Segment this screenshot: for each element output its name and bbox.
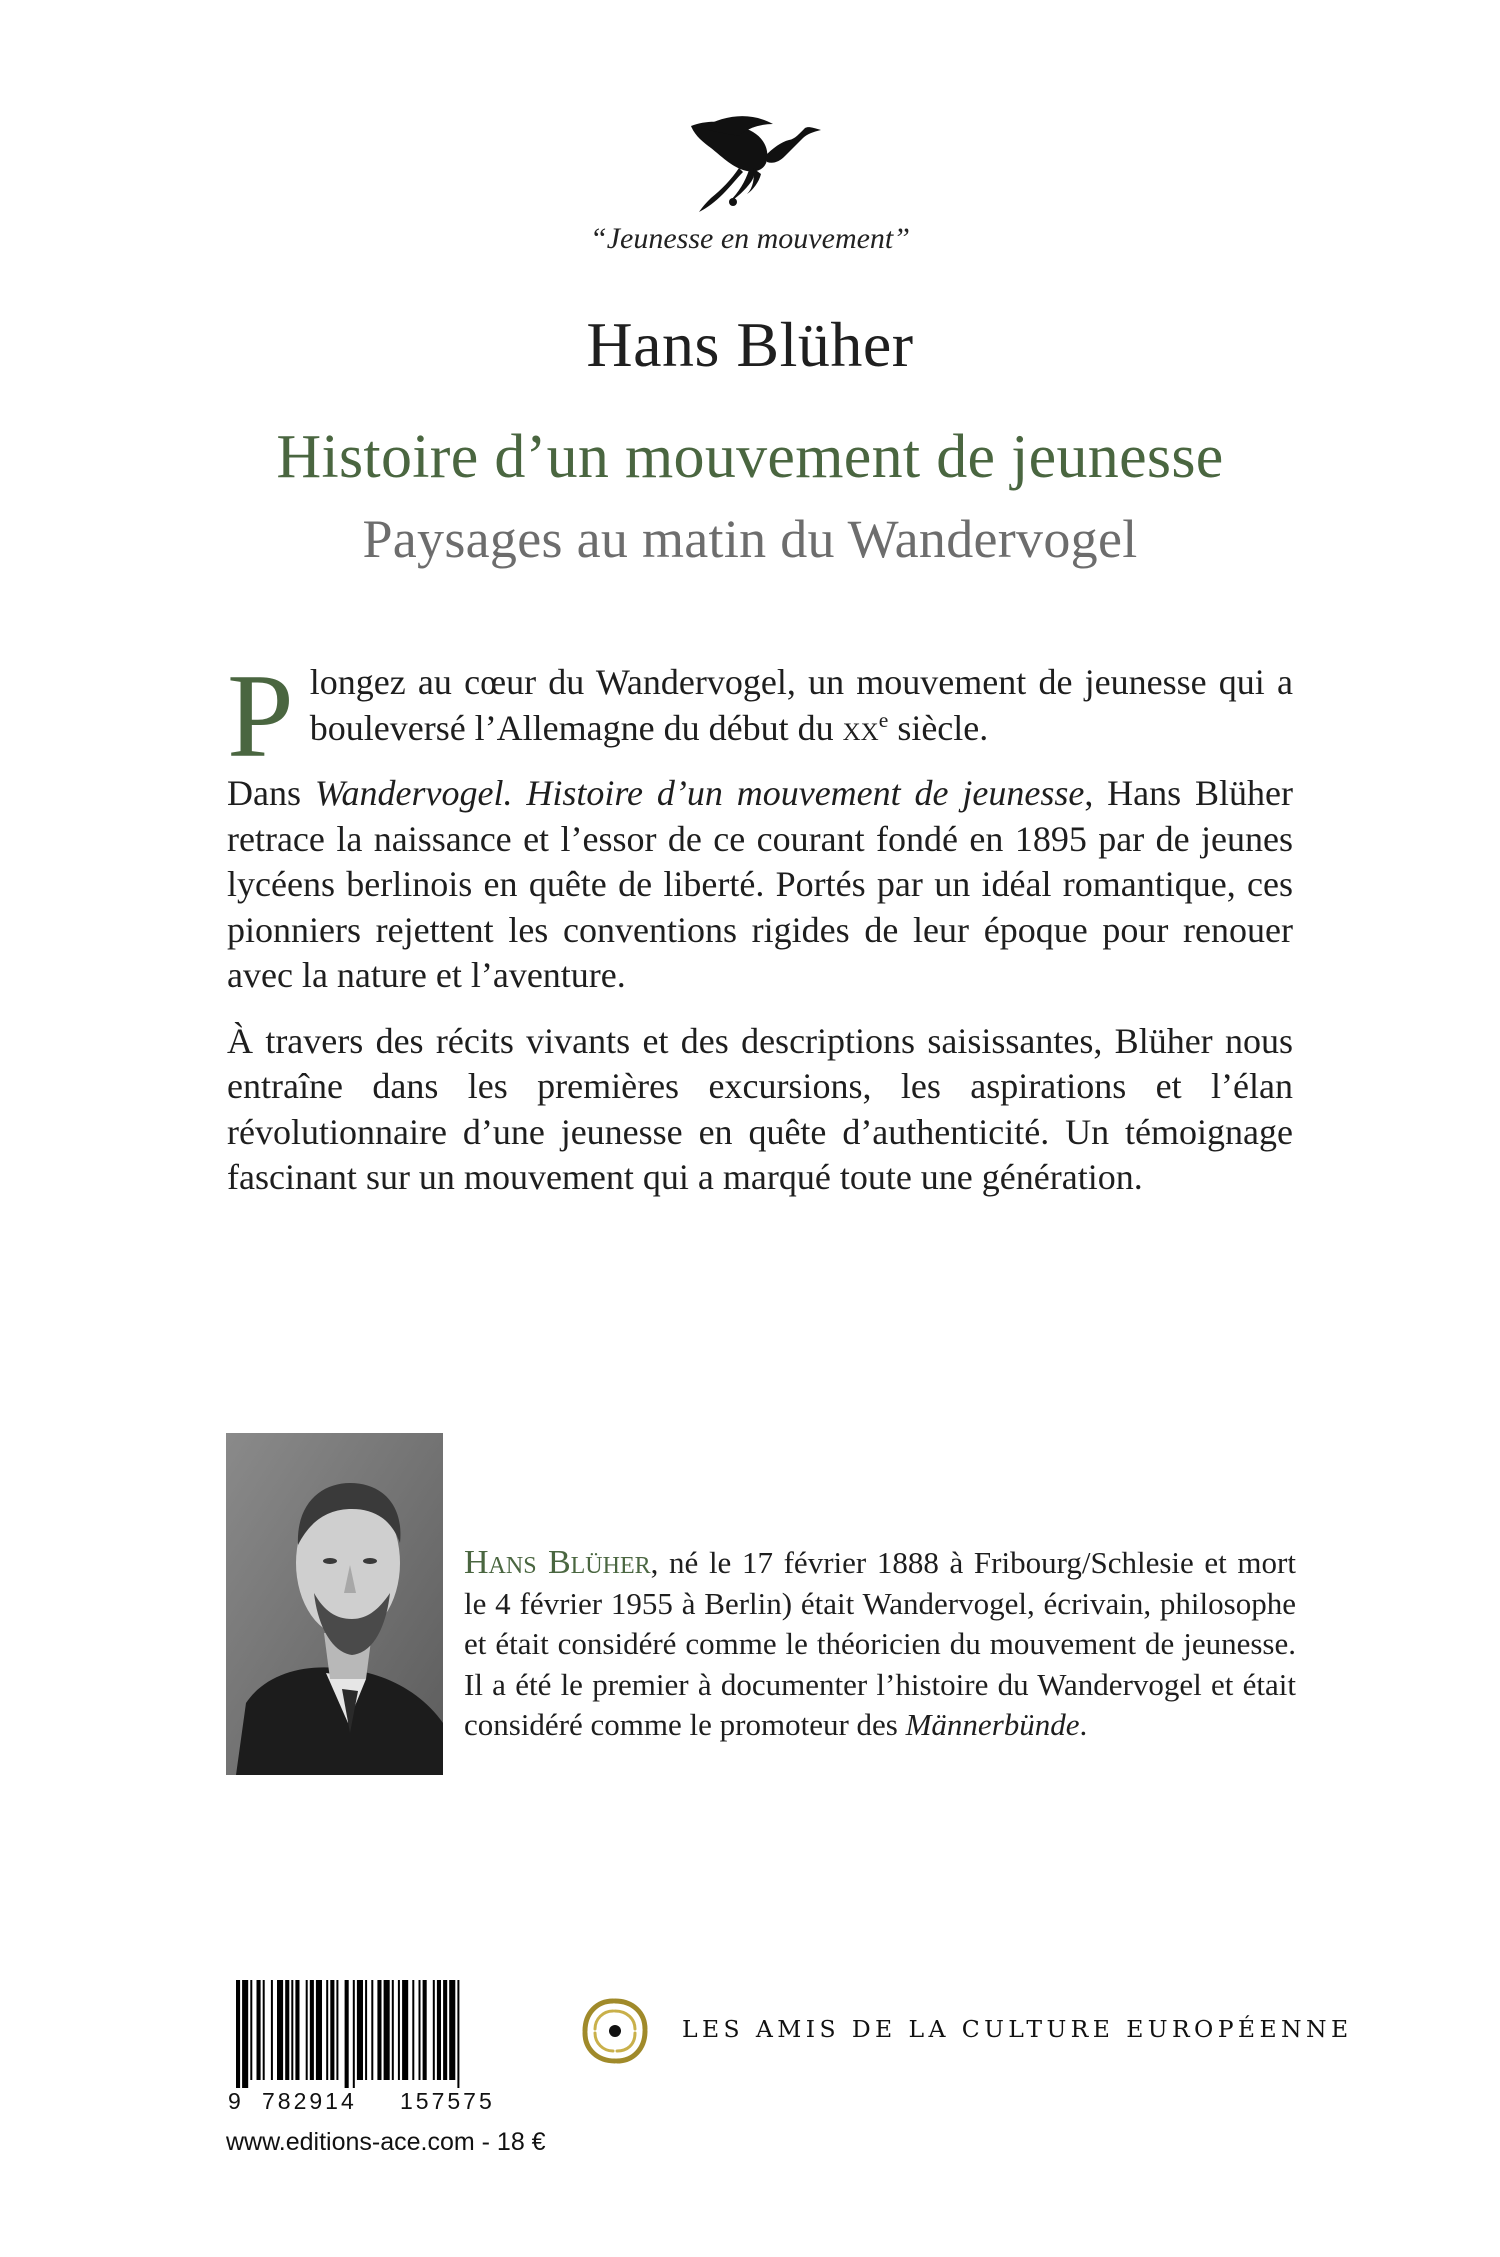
heron-bird-icon [681, 108, 831, 218]
barcode-bar [384, 1980, 390, 2080]
century-superscript: e [878, 707, 889, 732]
barcode-bar [449, 1980, 455, 2080]
barcode-bar [443, 1980, 447, 2080]
barcode-bar [412, 1980, 414, 2080]
barcode-bar [291, 1980, 293, 2080]
barcode-bar [423, 1980, 427, 2080]
barcode-bar [353, 1980, 355, 2088]
barcode-bar [457, 1980, 459, 2088]
bio-italic-term: Männerbünde [905, 1707, 1080, 1742]
barcode-bar [236, 1980, 240, 2088]
paragraph-1-text: longez au cœur du Wandervogel, un mouvement de jeunesse qui a bouleversé l’Allemagne du début du [309, 662, 1293, 748]
barcode-bar [310, 1980, 314, 2080]
barcode-bar [242, 1980, 248, 2088]
bio-author-name: Hans Blüher [464, 1544, 651, 1581]
barcode-bar [277, 1980, 283, 2080]
barcode-bar [316, 1980, 322, 2080]
barcode-bar [295, 1980, 299, 2080]
barcode-bar [326, 1980, 328, 2080]
description-paragraph-2 [227, 771, 1293, 999]
isbn-first-digit: 9 [228, 2088, 241, 2114]
author-photo [226, 1433, 443, 1775]
drop-cap: P [227, 649, 294, 782]
swirl-sun-icon [577, 1993, 653, 2069]
description-paragraph-3: À travers des récits vivants et des descriptions saisissantes, Blüher nous entraîne dans les premières excursions, les aspirations et l’élan révolutionnaire d’une jeunesse en quête d’authenticité. Un témoignage fascinant sur un mouvement qui a marqué toute une génération. [227, 1020, 1293, 1197]
barcode-bar [263, 1980, 265, 2080]
bio-end: . [1079, 1707, 1088, 1742]
paragraph-2-start: Dans [227, 773, 315, 813]
barcode-bar [437, 1980, 441, 2080]
barcode-bar [402, 1980, 408, 2080]
century-numeral: xx [842, 707, 879, 748]
barcode-bar [250, 1980, 252, 2080]
book-description [227, 649, 1293, 1221]
book-title: Histoire d’un mouvement de jeunesse [276, 423, 1224, 491]
website-and-price: www.editions-ace.com - 18 € [226, 2128, 546, 2156]
isbn-barcode [232, 1980, 522, 2088]
series-name: “Jeunesse en mouvement” [590, 222, 910, 255]
paragraph-2-rest: , Hans Blüher retrace la naissance et l’essor de ce courant fondé en 1895 par de jeunes lycéens berlinois en quête de liberté. Portés par un idéal romantique, ces pionniers rejettent les conventions rigides de leur époque pour renouer avec la nature et l’aventure. [227, 773, 1293, 995]
book-subtitle: Paysages au matin du Wandervogel [362, 509, 1138, 569]
author-name: Hans Blüher [586, 309, 914, 380]
barcode-bar [419, 1980, 421, 2080]
barcode-bar [336, 1980, 338, 2080]
barcode-bar [285, 1980, 289, 2080]
isbn-right-group: 157575 [400, 2088, 495, 2114]
barcode-bar [398, 1980, 400, 2080]
barcode-bar [392, 1980, 394, 2080]
description-paragraph-1 [227, 649, 1293, 782]
bio-text: , né le 17 février 1888 à Fribourg/Schlesie et mort le 4 février 1955 à Berlin) était Wandervogel, écrivain, philosophe et était considéré comme le théoricien du mouvement de jeunesse. Il a été le premier à documenter l’histoire du Wandervogel et était considéré comme le promoteur des [464, 1545, 1296, 1742]
barcode-bar [357, 1980, 363, 2080]
barcode-bar [377, 1980, 381, 2080]
isbn-left-group: 782914 [262, 2088, 357, 2114]
paragraph-1-end: siècle. [888, 707, 989, 748]
barcode-bar [257, 1980, 261, 2080]
barcode-bar [371, 1980, 373, 2080]
barcode-bar [271, 1980, 273, 2080]
barcode-bar [365, 1980, 367, 2080]
barcode-bar [330, 1980, 334, 2080]
publisher-name: LES AMIS DE LA CULTURE EUROPÉENNE [682, 2015, 1353, 2043]
barcode-bar [433, 1980, 435, 2080]
barcode-bar [306, 1980, 308, 2080]
author-bio [464, 1543, 1296, 1746]
book-reference: Wandervogel. Histoire d’un mouvement de jeunesse [314, 773, 1085, 813]
barcode-bar [345, 1980, 349, 2088]
